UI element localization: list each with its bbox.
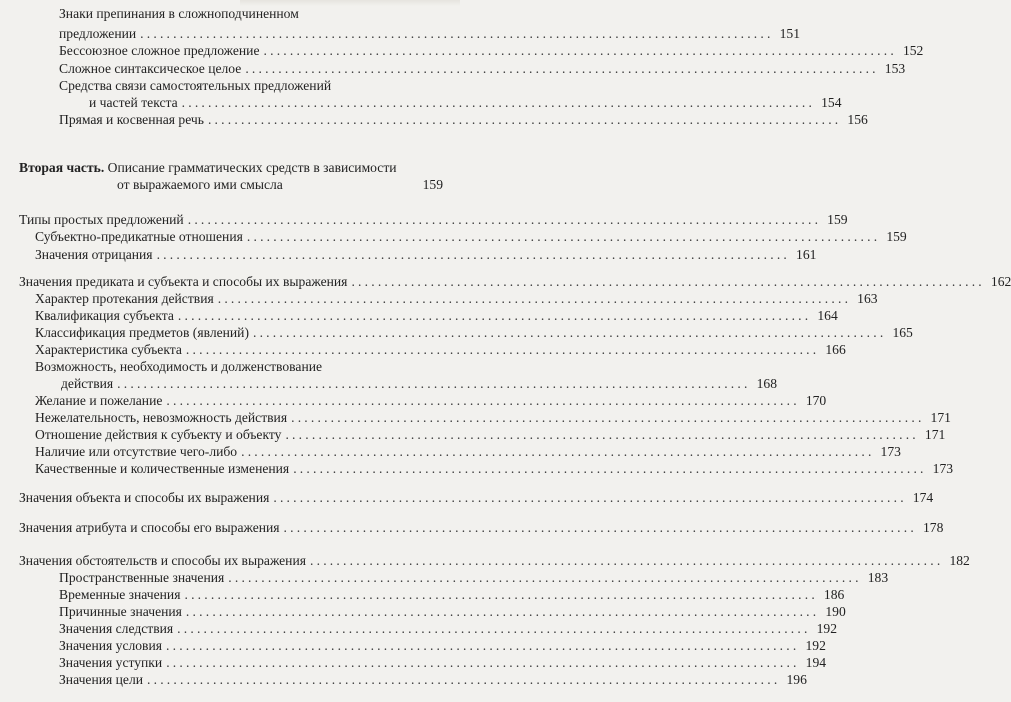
toc-page-number: 182 [949,553,970,568]
dot-leader: ................................................................................................ [140,26,774,41]
dot-leader: ................................................................................................ [285,427,919,442]
dot-leader: ................................................................................................ [291,410,925,425]
toc-entry-text: Субъектно-предикатные отношения [35,229,243,244]
toc-entry-text: Отношение действия к субъекту и объекту [35,427,282,442]
dot-leader: ................................................................................................ [252,325,887,340]
toc-entry[interactable] [117,177,443,193]
toc-entry[interactable] [59,638,826,654]
dot-leader: ................................................................................................ [293,461,927,476]
toc-page-number: 154 [821,95,842,110]
dot-leader: ................................................................................................ [217,291,852,306]
toc-page-number: 165 [892,325,913,340]
part-title: Описание грамматических средств в зависимости [107,160,397,175]
toc-page-number: 164 [817,308,838,323]
toc-entry[interactable] [59,112,868,128]
dot-leader: ................................................................................................ [177,308,812,323]
toc-entry-text: Значения уступки [59,655,163,670]
toc-page-number: 171 [924,427,946,442]
toc-entry-text: Желание и пожелание [35,393,163,408]
toc-entry-text: Нежелательность, невозможность действия [35,410,288,425]
toc-entry-text: Возможность, необходимость и долженствование [35,359,323,374]
dot-leader: ................................................................................................ [310,553,944,568]
toc-page-number: 166 [825,342,846,357]
toc-entry[interactable] [35,325,913,341]
toc-page-number: 174 [912,490,934,505]
dot-leader: ................................................................................................ [184,587,818,602]
toc-section-title: Значения атрибута и способы его выражения [19,520,280,535]
toc-page-number: 196 [786,672,807,687]
toc-section-title: Значения объекта и способы их выражения [19,490,270,505]
toc-page-number: 151 [779,26,800,41]
dot-leader: ................................................................................................ [181,95,816,110]
toc-entry[interactable] [35,393,827,409]
toc-entry[interactable] [59,26,800,42]
toc-page-number: 156 [847,112,868,127]
toc-entry-text: Наличие или отсутствие чего-либо [35,444,238,459]
dot-leader: ................................................................................................ [177,621,811,636]
toc-entry[interactable] [89,95,842,111]
dot-leader: ................................................................................................ [207,112,842,127]
dot-leader: ................................................................................................ [147,672,781,687]
toc-page-number: 171 [930,410,951,425]
toc-page-number: 173 [880,444,901,459]
dot-leader: ................................................................................................ [245,61,879,76]
toc-section[interactable] [19,553,970,569]
toc-page-number: 153 [884,61,906,76]
dot-leader: ................................................................................................ [166,655,800,670]
dot-leader: ................................................................................................ [241,444,875,459]
toc-entry[interactable] [59,570,889,586]
toc-entry-text: Знаки препинания в сложноподчиненном [59,6,299,21]
toc-page-number: 183 [867,570,889,585]
toc-section[interactable] [19,274,1011,290]
toc-entry-text: от выражаемого ими смысла [117,177,283,192]
toc-entry[interactable] [59,604,846,620]
toc-entry[interactable] [35,247,817,263]
dot-leader: ................................................................................................ [156,247,791,262]
dot-leader: ................................................................................................ [283,520,917,535]
toc-entry-text: и частей текста [89,95,178,110]
toc-entry-text: Причинные значения [59,604,182,619]
toc-entry[interactable] [35,427,946,443]
toc-section[interactable] [19,490,934,506]
toc-entry[interactable] [59,61,906,77]
toc-page-number: 159 [827,212,848,227]
toc-page-number: 178 [922,520,944,535]
toc-page-number: 162 [990,274,1011,289]
toc-entry-text: Характеристика субъекта [35,342,182,357]
toc-section-title: Типы простых предложений [19,212,184,227]
dot-leader: ................................................................................................ [185,604,820,619]
toc-entry-text: Прямая и косвенная речь [59,112,204,127]
dot-leader: ................................................................................................ [166,393,800,408]
toc-entry-text: Сложное синтаксическое целое [59,61,242,76]
toc-entry-text: Классификация предметов (явлений) [35,325,249,340]
dot-leader: ................................................................................................ [228,570,862,585]
toc-entry-text: Характер протекания действия [35,291,214,306]
toc-page-number: 190 [825,604,846,619]
toc-entry-text: Квалификация субъекта [35,308,174,323]
toc-entry[interactable] [59,587,845,603]
toc-section-title: Значения обстоятельств и способы их выражения [19,553,306,568]
toc-entry[interactable] [59,672,807,688]
toc-entry-text: Пространственные значения [59,570,225,585]
toc-entry-text: Значения условия [59,638,163,653]
toc-section-title: Значения предиката и субъекта и способы их выражения [19,274,348,289]
toc-entry[interactable] [35,410,951,426]
toc-page-number: 194 [805,655,827,670]
toc-entry-text: Значения отрицания [35,247,153,262]
toc-page-number: 173 [932,461,954,476]
toc-entry[interactable] [35,342,846,358]
toc-entry[interactable] [35,461,954,477]
toc-entry-text: Качественные и количественные изменения [35,461,290,476]
toc-entry[interactable] [35,308,838,324]
toc-entry[interactable] [35,291,878,307]
toc-page-number: 186 [823,587,845,602]
dot-leader: ................................................................................................ [263,43,897,58]
toc-entry-text: Временные значения [59,587,181,602]
part-label: Вторая часть. [19,160,105,175]
toc-entry[interactable] [35,229,907,245]
toc-section[interactable] [19,212,848,228]
toc-entry-text: Значения цели [59,672,144,687]
part-heading [19,160,397,176]
toc-entry-text: действия [61,376,114,391]
toc-entry[interactable] [59,655,827,671]
toc-entry[interactable] [59,43,924,59]
toc-page-number: 192 [805,638,826,653]
toc-section[interactable] [19,520,944,536]
toc-entry[interactable] [59,621,837,637]
toc-entry-text: предложении [59,26,137,41]
dot-leader: ................................................................................................ [246,229,881,244]
toc-entry-text: Значения следствия [59,621,174,636]
toc-page-number: 152 [902,43,924,58]
toc-page-number: 170 [805,393,827,408]
toc-page-number: 192 [816,621,837,636]
toc-entry-text: Бессоюзное сложное предложение [59,43,260,58]
dot-leader: ................................................................................................ [273,490,907,505]
dot-leader: ................................................................................................ [187,212,822,227]
toc-page-number: 159 [886,229,907,244]
toc-page-number: 168 [756,376,777,391]
toc-entry[interactable] [35,444,901,460]
dot-leader: ................................................................................................ [166,638,800,653]
dot-leader: ................................................................................................ [351,274,985,289]
dot-leader: ................................................................................................ [185,342,820,357]
toc-page-number: 163 [857,291,878,306]
dot-leader: ................................................................................................ [117,376,751,391]
toc-entry[interactable] [61,376,777,392]
toc-page-number: 161 [796,247,817,262]
toc-entry-text: Средства связи самостоятельных предложений [59,78,332,93]
toc-page-number: 159 [422,177,443,192]
